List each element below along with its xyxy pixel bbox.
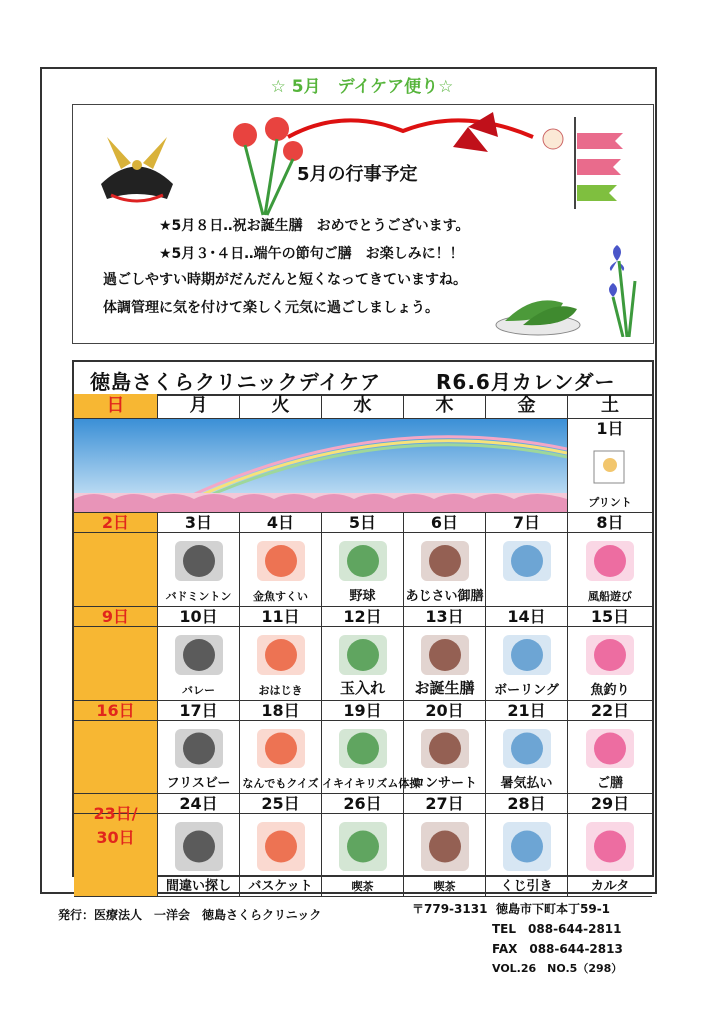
baseball-icon	[333, 537, 393, 585]
events-notice-box	[72, 104, 654, 344]
rhythm-exercise-icon	[333, 725, 393, 772]
activity-label: 風船遊び	[588, 590, 632, 603]
activity-cell	[322, 533, 404, 607]
date-cell: 27日	[404, 794, 486, 814]
sunday-date-2	[74, 513, 158, 533]
activity-cell	[568, 721, 652, 794]
weekday-sat: 土	[568, 394, 652, 419]
date-cell: 13日	[404, 607, 486, 627]
message-health: 体調管理に気を付けて楽しく元気に過ごしましょう。	[103, 300, 439, 316]
lottery-dragon-icon	[497, 818, 557, 875]
activity-label: 間違い探し	[165, 879, 231, 894]
activity-label: 暑気払い	[500, 776, 553, 791]
koinobori-icon	[533, 111, 633, 211]
activity-label: お誕生膳	[414, 679, 475, 697]
activity-label: あじさい御膳	[405, 589, 484, 604]
weekday-sun: 日	[74, 394, 158, 419]
birthday-cake-icon	[415, 631, 475, 679]
activity-cell	[240, 627, 322, 701]
kashiwa-mochi-icon	[493, 291, 583, 339]
calendar	[72, 360, 654, 894]
date-cell: 29日	[568, 794, 652, 814]
meal-box-icon	[580, 725, 640, 772]
weekday-fri: 金	[486, 394, 568, 419]
sunday-date-text: 16日	[96, 701, 135, 720]
sunday-body	[74, 627, 158, 701]
activity-label: おはじき	[258, 684, 303, 697]
activity-label: バスケット	[248, 879, 313, 894]
basketball-icon	[251, 818, 311, 875]
postal-code: 〒779-3131	[412, 902, 488, 916]
date-cell: 12日	[322, 607, 404, 627]
weekday-wed: 水	[322, 394, 404, 419]
activity-cell	[322, 721, 421, 794]
date-cell: 11日	[240, 607, 322, 627]
hydrangea-meal-icon	[415, 537, 475, 585]
date-cell: 28日	[486, 794, 568, 814]
sunday-date-5	[74, 794, 158, 847]
events-heading: 5月の行事予定	[297, 164, 418, 185]
activity-label: 玉入れ	[339, 679, 385, 697]
telephone: TEL 088-644-2811	[492, 922, 622, 936]
sunday-date-text: 2日	[101, 513, 130, 532]
activity-cell	[240, 533, 322, 607]
activity-cell	[158, 627, 240, 701]
activity-cell	[322, 814, 404, 897]
day-cell-1	[568, 419, 652, 513]
weekday-mon: 月	[158, 394, 240, 419]
activity-cell	[158, 533, 240, 607]
iris-flower-icon	[605, 241, 647, 337]
activity-label: ご膳	[596, 776, 623, 791]
volleyball-icon	[169, 631, 229, 679]
date-cell: 10日	[158, 607, 240, 627]
activity-cell	[486, 533, 568, 607]
hydrangea-photo-icon	[497, 537, 557, 585]
goldfish-icon	[251, 537, 311, 585]
activity-label: コンサート	[411, 776, 477, 791]
message-boys-festival: ★5月３･４日‥端午の節句ご膳 お楽しみに！！	[159, 246, 464, 262]
date-cell: 14日	[486, 607, 568, 627]
ball-toss-photo-icon	[333, 631, 393, 679]
concert-animals-icon	[415, 725, 475, 772]
calendar-title-clinic: 徳島さくらクリニックデイケア	[90, 370, 381, 394]
calendar-title-month: R6.6月カレンダー	[436, 370, 616, 394]
balloons-icon	[580, 537, 640, 585]
activity-label: ボーリング	[494, 683, 559, 698]
activity-label: 魚釣り	[590, 683, 630, 698]
date-cell: 6日	[404, 513, 486, 533]
publisher: 発行：医療法人 一洋会 徳島さくらクリニック	[58, 908, 322, 922]
sunday-body	[74, 721, 158, 794]
date-cell: 7日	[486, 513, 568, 533]
badminton-racket-icon	[169, 537, 229, 585]
activity-label: バドミントン	[165, 590, 232, 603]
mochi-tea-icon	[415, 818, 475, 875]
quiz-elder-icon	[251, 725, 311, 772]
date-cell: 3日	[158, 513, 240, 533]
activity-cell	[240, 814, 322, 897]
activity-label: 金魚すくい	[253, 590, 308, 603]
date-1: 1日	[596, 419, 624, 438]
date-cell: 26日	[322, 794, 404, 814]
fax: FAX 088-644-2813	[492, 942, 623, 956]
activity-cell	[568, 627, 652, 701]
address: 徳島市下町本丁59-1	[496, 902, 611, 916]
activity-cell	[158, 721, 240, 794]
date-cell: 21日	[486, 701, 568, 721]
date-cell: 4日	[240, 513, 322, 533]
activity-cell	[404, 627, 486, 701]
sunday-date-4	[74, 701, 158, 721]
label-1: プリント	[588, 496, 632, 509]
activity-cell	[486, 814, 568, 897]
calendar-title	[74, 362, 652, 396]
date-cell: 20日	[404, 701, 486, 721]
date-cell: 25日	[240, 794, 322, 814]
sunday-date-text: 23日/ 30日	[93, 804, 138, 847]
activity-label: 喫茶	[351, 880, 374, 893]
activity-cell	[322, 627, 404, 701]
bowling-pins-icon	[497, 631, 557, 679]
date-cell: 17日	[158, 701, 240, 721]
rainbow-banner	[74, 419, 568, 513]
frisbee-icon	[169, 725, 229, 772]
activity-cell	[486, 721, 568, 794]
message-birthday: ★5月８日‥祝お誕生膳 おめでとうございます。	[159, 218, 470, 234]
date-cell: 18日	[240, 701, 322, 721]
weekday-thu: 木	[404, 394, 486, 419]
activity-label: イキイキリズム体操	[322, 777, 421, 790]
date-cell: 19日	[322, 701, 404, 721]
sunday-date-text: 9日	[101, 607, 130, 626]
karuta-cards-icon	[580, 818, 640, 875]
coffee-cup-icon	[333, 818, 393, 875]
activity-cell	[404, 533, 486, 607]
activity-label: カルタ	[590, 879, 630, 894]
date-cell: 5日	[322, 513, 404, 533]
koi-fish-icon	[580, 631, 640, 679]
rainbow-sky-image	[74, 419, 567, 512]
sunday-body	[74, 533, 158, 607]
ribbon-icon	[283, 107, 538, 167]
spot-difference-icon	[169, 818, 229, 875]
activity-label: なんでもクイズ	[242, 777, 319, 790]
activity-cell	[158, 814, 240, 897]
date-cell: 15日	[568, 607, 652, 627]
sunday-date-3	[74, 607, 158, 627]
marbles-icon	[251, 631, 311, 679]
activity-cell	[240, 721, 322, 794]
activity-label: フリスビー	[166, 776, 231, 791]
kabuto-helmet-icon	[91, 129, 183, 207]
activity-cell	[404, 814, 486, 897]
activity-label: 喫茶	[433, 880, 456, 893]
activity-cell	[486, 627, 568, 701]
activity-cell	[568, 533, 652, 607]
volume: VOL.26 NO.5（298）	[492, 962, 623, 975]
activity-cell	[568, 814, 652, 897]
activity-label: バレー	[182, 684, 215, 697]
weekday-tue: 火	[240, 394, 322, 419]
activity-label: くじ引き	[500, 879, 553, 894]
activity-cell	[404, 721, 486, 794]
newsletter-title: ☆ 5月 デイケア便り☆	[270, 77, 454, 97]
date-cell: 24日	[158, 794, 240, 814]
summer-elder-icon	[497, 725, 557, 772]
message-season: 過ごしやすい時期がだんだんと短くなってきていますね。	[103, 272, 467, 288]
date-cell: 22日	[568, 701, 652, 721]
date-cell: 8日	[568, 513, 652, 533]
print-worksheet-icon	[590, 445, 630, 485]
activity-label: 野球	[349, 589, 376, 604]
